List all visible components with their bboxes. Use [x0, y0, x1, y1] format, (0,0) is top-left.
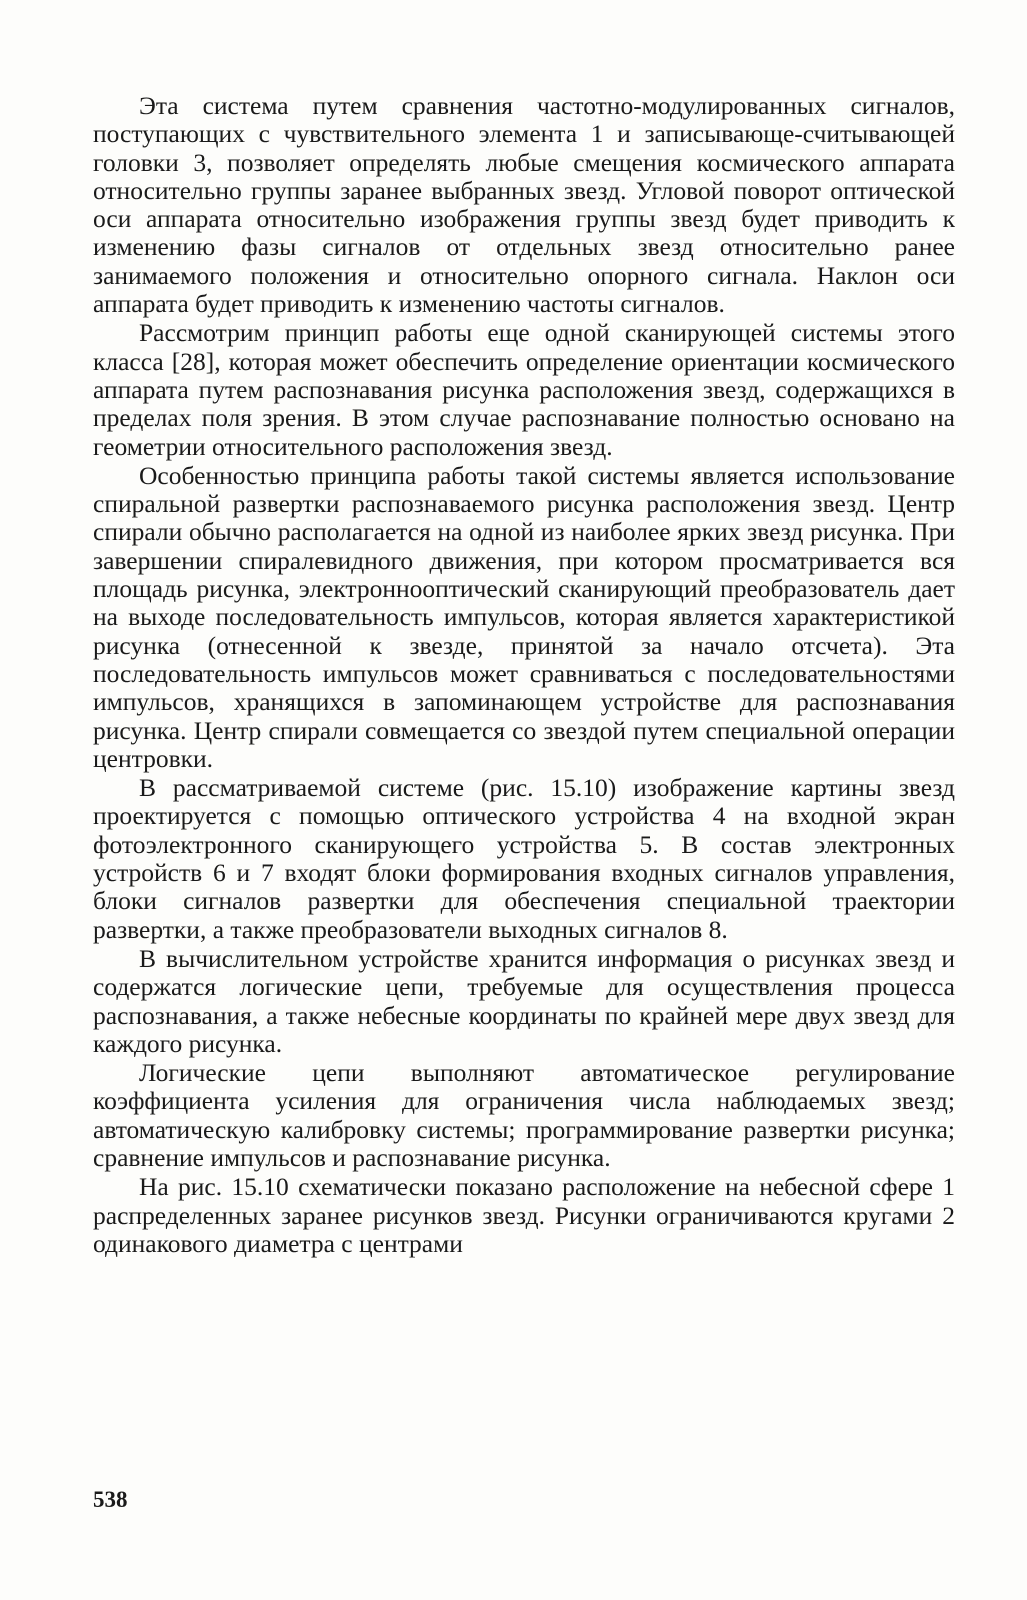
- paragraph: Эта система путем сравнения частотно-модулированных сигналов, поступающих с чувствительного элемента 1 и записывающе-считывающей головки 3, позволяет определять любые смещения космического аппарата относительно группы заранее выбранных звезд. Угловой поворот оптической оси аппарата относительно изображения группы звезд будет приводить к изменению фазы сигналов от отдельных звезд относительно ранее занимаемого положения и относительно опорного сигнала. Наклон оси аппарата будет приводить к изменению частоты сигналов.: [93, 91, 955, 319]
- paragraph: В рассматриваемой системе (рис. 15.10) изображение картины звезд проектируется с помощью оптического устройства 4 на входной экран фотоэлектронного сканирующего устройства 5. В состав электронных устройств 6 и 7 входят блоки формирования входных сигналов управления, блоки сигналов развертки для обеспечения специальной траектории развертки, а также преобразователи выходных сигналов 8.: [93, 773, 955, 944]
- body-text: [93, 92, 955, 1258]
- paragraph: В вычислительном устройстве хранится информация о рисунках звезд и содержатся логические цепи, требуемые для осуществления процесса распознавания, а также небесные координаты по крайней мере двух звезд для каждого рисунка.: [93, 943, 955, 1058]
- paragraph: Особенностью принципа работы такой системы является использование спиральной развертки распознаваемого рисунка расположения звезд. Центр спирали обычно располагается на одной из наиболее ярких звезд рисунка. При завершении спиралевидного движения, при котором просматривается вся площадь рисунка, электроннооптический сканирующий преобразователь дает на выходе последовательность импульсов, которая является характеристикой рисунка (отнесенной к звезде, принятой за начало отсчета). Эта последовательность импульсов может сравниваться с последовательностями импульсов, хранящихся в запоминающем устройстве для распознавания рисунка. Центр спирали совмещается со звездой путем специальной операции центровки.: [93, 460, 955, 773]
- page-number: 538: [93, 1487, 128, 1512]
- paragraph: Рассмотрим принцип работы еще одной сканирующей системы этого класса [28], которая может обеспечить определение ориентации космического аппарата путем распознавания рисунка расположения звезд, содержащихся в пределах поля зрения. В этом случае распознавание полностью основано на геометрии относительного расположения звезд.: [93, 318, 955, 461]
- paragraph: Логические цепи выполняют автоматическое регулирование коэффициента усиления для ограничения числа наблюдаемых звезд; автоматическую калибровку системы; программирование развертки рисунка; сравнение импульсов и распознавание рисунка.: [93, 1058, 955, 1172]
- paragraph: На рис. 15.10 схематически показано расположение на небесной сфере 1 распределенных заранее рисунков звезд. Рисунки ограничиваются кругами 2 одинакового диаметра с центрами: [93, 1172, 955, 1258]
